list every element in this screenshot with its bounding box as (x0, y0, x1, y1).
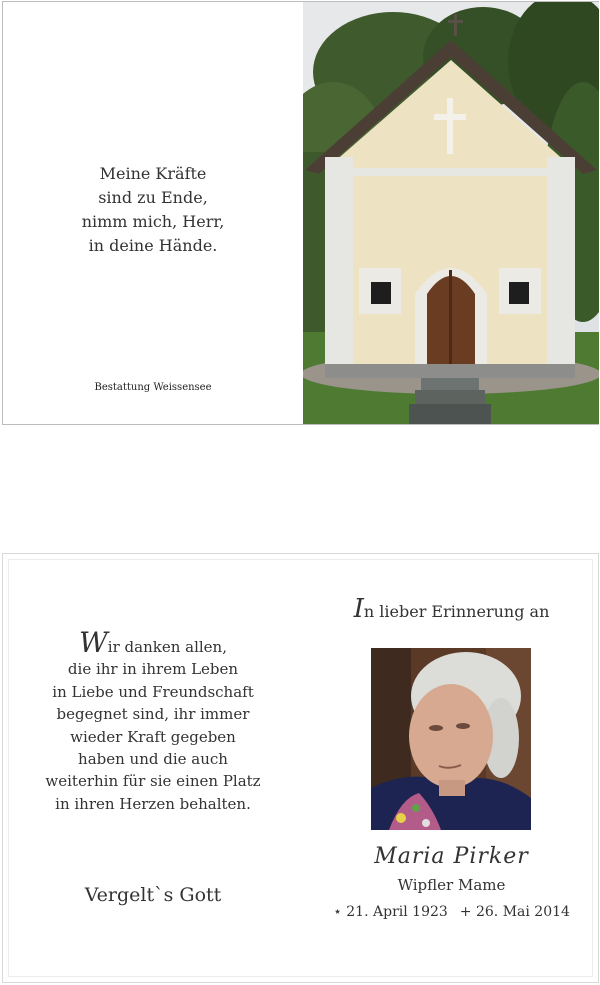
thanks-first-rest: ir danken allen, (107, 638, 227, 656)
poem-line: in deine Hände. (88, 236, 218, 255)
thanks-line: weiterhin für sie einen Platz (45, 772, 261, 791)
thanks-initial: W (79, 626, 108, 659)
undertaker-name: Bestattung Weissensee (94, 382, 212, 393)
inner-card (2, 553, 599, 983)
thanks-line: die ihr in ihrem Leben (67, 660, 239, 679)
deceased-nickname: Wipfler Mame (397, 876, 506, 894)
death-date: + 26. Mai 2014 (459, 904, 570, 920)
thanks-line: begegnet sind, ihr immer (56, 705, 250, 724)
thanks-line: haben und die auch (78, 750, 228, 769)
thanks-line: wieder Kraft gegeben (70, 727, 236, 746)
memory-rest: n lieber Erinnerung an (363, 602, 550, 621)
portrait-photo (371, 648, 531, 830)
memory-heading (303, 594, 600, 624)
front-card (2, 1, 599, 425)
poem-line: nimm mich, Herr, (81, 212, 225, 231)
deceased-name: Maria Pirker (374, 844, 529, 869)
memory-initial: I (353, 594, 364, 624)
front-left-panel (3, 2, 303, 424)
thanks-first-line (3, 626, 303, 659)
poem-line: sind zu Ende, (98, 188, 208, 207)
closing-text: Vergelt`s Gott (84, 884, 222, 906)
thanks-line: in ihren Herzen behalten. (55, 794, 251, 813)
thanks-line: in Liebe und Freundschaft (52, 682, 254, 701)
poem (3, 162, 303, 258)
poem-line: Meine Kräfte (99, 164, 207, 183)
life-dates (303, 904, 600, 920)
chapel-photo (303, 2, 599, 424)
birth-date: ⋆ 21. April 1923 (333, 904, 448, 920)
thanks-text (3, 626, 303, 815)
